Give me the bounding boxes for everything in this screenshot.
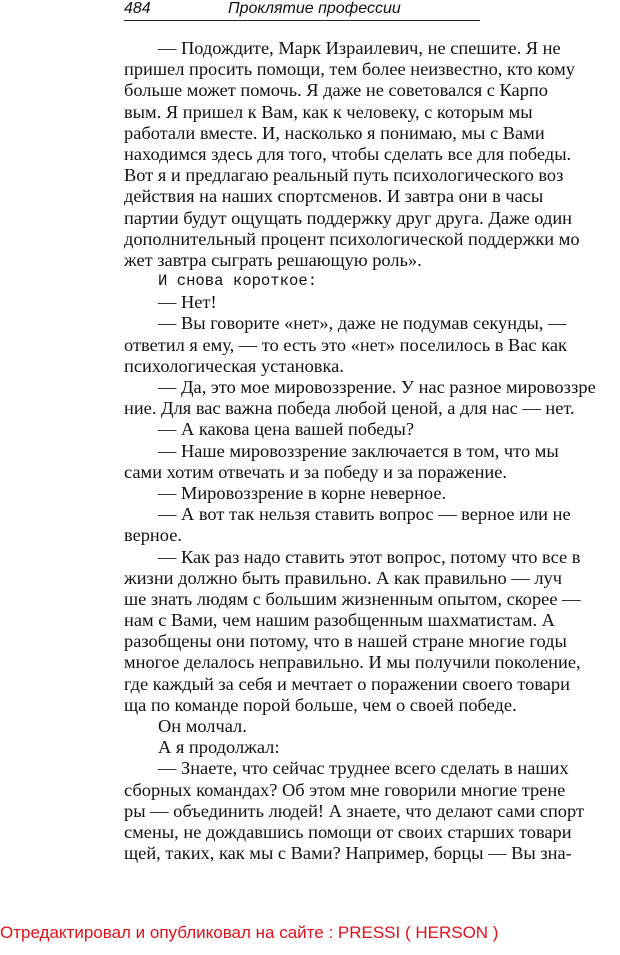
text-line: ры — объединить людей! А знаете, что делают сами спорт [124,800,584,821]
text-line: сами хотим отвечать и за победу и за поражение. [124,461,508,482]
text-line: вым. Я пришел к Вам, как к человеку, с которым мы [124,101,533,122]
text-line: смены, не дождавшись помощи от своих старших товари [124,821,572,842]
text-line: — Вы говорите «нет», даже не подумав секунды, — [158,313,567,334]
page-number: 484 [124,0,151,17]
page-header [124,0,480,21]
text-line: — Как раз надо ставить этот вопрос, потому что все в [158,546,581,567]
text-line: ше знать людям с большим жизненным опытом, скорее — [124,588,581,609]
text-line: — Подождите, Марк Израилевич, не спешите. Я не [158,38,561,58]
text-line: сборных командах? Об этом мне говорили многие трене [124,779,566,800]
text-line: — Мировоззрение в корне неверное. [158,482,447,503]
text-line: И снова короткое: [158,272,318,291]
text-line: Он молчал. [158,716,247,736]
text-line: жет завтра сыграть решающую роль». [124,249,422,270]
footer-watermark: Отредактировал и опубликовал на сайте : PRESSI ( HERSON ) [0,923,499,942]
running-title: Проклятие профессии [228,0,401,17]
text-line: психологическая установка. [124,355,344,376]
text-line: — А какова цена вашей победы? [158,419,415,440]
body-text [124,38,620,864]
text-line: разобщены они потому, что в нашей стране многие годы [124,631,567,652]
text-line: — Да, это мое мировоззрение. У нас разное мировоззре [158,377,596,397]
text-line: нам с Вами, чем нашим разобщенным шахматистам. А [124,610,555,631]
text-line: находимся здесь для того, чтобы сделать все для победы. [124,143,572,164]
text-line: пришел просить помощи, тем более неизвестно, кто кому [124,59,575,80]
text-line: ответил я ему, — то есть это «нет» поселилось в Вас как [124,334,567,355]
text-line: партии будут ощущать поддержку друг друга. Даже один [124,207,573,228]
text-line: щей, таких, как мы с Вами? Например, борцы — Вы зна- [124,843,572,864]
text-line: многое делалось неправильно. И мы получили поколение, [124,652,581,673]
text-line: больше может помочь. Я даже не советовался с Карпо [124,80,548,101]
text-line: — Знаете, что сейчас труднее всего сделать в наших [158,758,569,779]
text-line: где каждый за себя и мечтает о поражении своего товари [124,673,570,694]
text-line: ща по команде порой больше, чем о своей победе. [124,694,517,715]
text-line: А я продолжал: [158,737,280,758]
text-line: — А вот так нельзя ставить вопрос — верное или не [158,504,571,525]
text-line: — Наше мировоззрение заключается в том, что мы [158,440,559,461]
text-line: действия на наших спортсменов. И завтра они в часы [124,186,544,207]
text-line: ние. Для вас важна победа любой ценой, а для нас — нет. [124,398,575,419]
text-line: жизни должно быть правильно. А как правильно — луч [124,567,562,588]
text-line: работали вместе. И, насколько я понимаю, мы с Вами [124,122,545,143]
text-line: верное. [124,525,182,546]
text-line: — Нет! [158,292,217,313]
text-line: дополнительный процент психологической поддержки мо [124,228,580,249]
text-line: Вот я и предлагаю реальный путь психологического воз [124,165,564,186]
